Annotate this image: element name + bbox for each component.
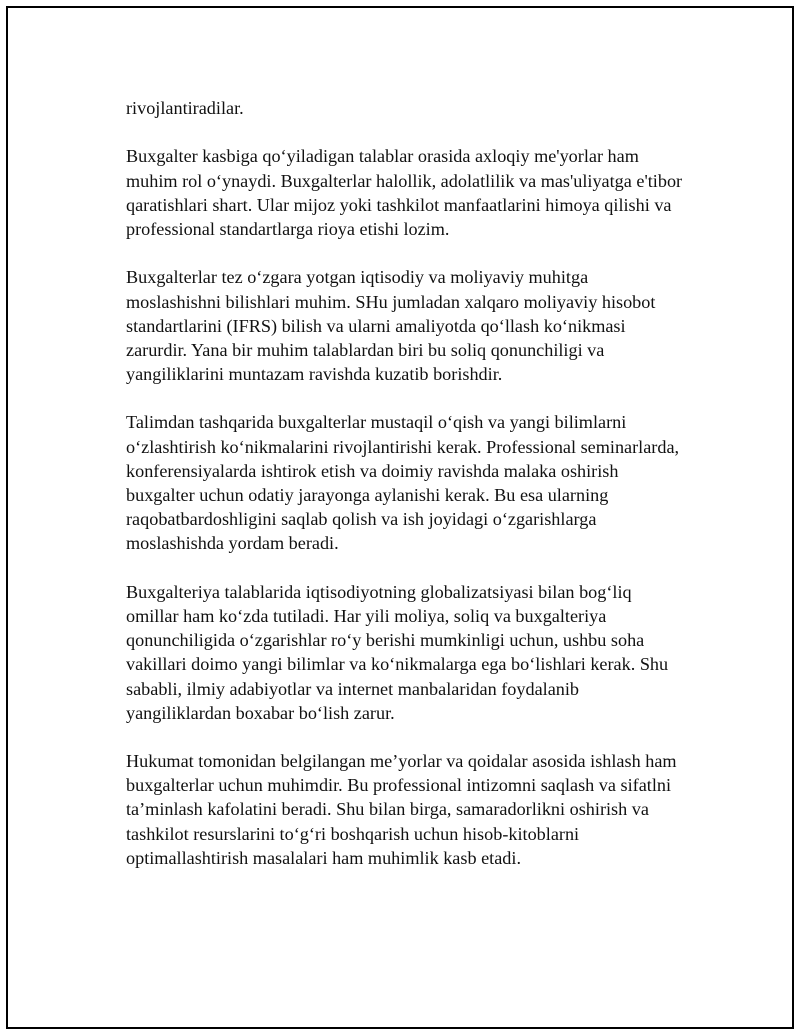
text-line: o‘zlashtirish ko‘nikmalarini rivojlantirishi kerak. Professional seminarlarda, bbox=[126, 436, 680, 457]
text-line: Talimdan tashqarida buxgalterlar mustaqil o‘qish va yangi bilimlarni bbox=[126, 412, 627, 433]
text-line: zarurdir. Yana bir muhim talablardan biri bu soliq qonunchiligi va bbox=[126, 339, 605, 360]
paragraph-4 bbox=[126, 410, 716, 555]
text-line: raqobatbardoshligini saqlab qolish va ish joyidagi o‘zgarishlarga bbox=[126, 509, 597, 530]
text-line: Buxgalteriya talablarida iqtisodiyotning globalizatsiyasi bilan bog‘liq bbox=[126, 581, 632, 602]
text-line: konferensiyalarda ishtirok etish va doimiy ravishda malaka oshirish bbox=[126, 460, 619, 481]
text-line: omillar ham ko‘zda tutiladi. Har yili moliya, soliq va buxgalteriya bbox=[126, 605, 607, 626]
text-line: professional standartlarga rioya etishi lozim. bbox=[126, 218, 450, 239]
paragraph-5 bbox=[126, 580, 716, 725]
paragraph-6 bbox=[126, 749, 716, 870]
paragraph-3 bbox=[126, 265, 716, 386]
text-line: ta’minlash kafolatini beradi. Shu bilan birga, samaradorlikni oshirish va bbox=[126, 799, 649, 820]
text-line: yangiliklarini muntazam ravishda kuzatib borishdir. bbox=[126, 364, 503, 385]
paragraph-1 bbox=[126, 96, 716, 120]
text-line: standartlarini (IFRS) bilish va ularni amaliyotda qo‘llash ko‘nikmasi bbox=[126, 315, 626, 336]
text-line: tashkilot resurslarini to‘g‘ri boshqarish uchun hisob-kitoblarni bbox=[126, 823, 580, 844]
text-line: optimallashtirish masalalari ham muhimlik kasb etadi. bbox=[126, 847, 521, 868]
text-line: muhim rol o‘ynaydi. Buxgalterlar halollik, adolatlilik va mas'uliyatga e'tibor bbox=[126, 170, 683, 191]
paragraph-2 bbox=[126, 144, 716, 241]
text-line: rivojlantiradilar. bbox=[126, 98, 244, 118]
text-line: moslashishni bilishlari muhim. SHu jumladan xalqaro moliyaviy hisobot bbox=[126, 291, 656, 312]
text-line: sababli, ilmiy adabiyotlar va internet manbalaridan foydalanib bbox=[126, 678, 580, 699]
text-line: Hukumat tomonidan belgilangan me’yorlar va qoidalar asosida ishlash ham bbox=[126, 751, 677, 772]
text-line: qaratishlari shart. Ular mijoz yoki tashkilot manfaatlarini himoya qilishi va bbox=[126, 194, 672, 215]
text-line: buxgalter uchun odatiy jarayonga aylanishi kerak. Bu esa ularning bbox=[126, 485, 609, 505]
text-line: buxgalterlar uchun muhimdir. Bu professional intizomni saqlash va sifatlni bbox=[126, 775, 672, 796]
text-line: qonunchiligida o‘zgarishlar ro‘y berishi mumkinligi uchun, ushbu soha bbox=[126, 630, 645, 651]
page-frame bbox=[6, 6, 794, 1029]
text-line: moslashishda yordam beradi. bbox=[126, 533, 339, 554]
text-line: Buxgalterlar tez o‘zgara yotgan iqtisodiy va moliyaviy muhitga bbox=[126, 267, 589, 288]
text-line: Buxgalter kasbiga qo‘yiladigan talablar orasida axloqiy me'yorlar ham bbox=[126, 146, 639, 167]
document-body bbox=[126, 96, 716, 870]
text-line: yangiliklardan boxabar bo‘lish zarur. bbox=[126, 702, 395, 723]
text-line: vakillari doimo yangi bilimlar va ko‘nikmalarga ega bo‘lishlari kerak. Shu bbox=[126, 654, 669, 675]
